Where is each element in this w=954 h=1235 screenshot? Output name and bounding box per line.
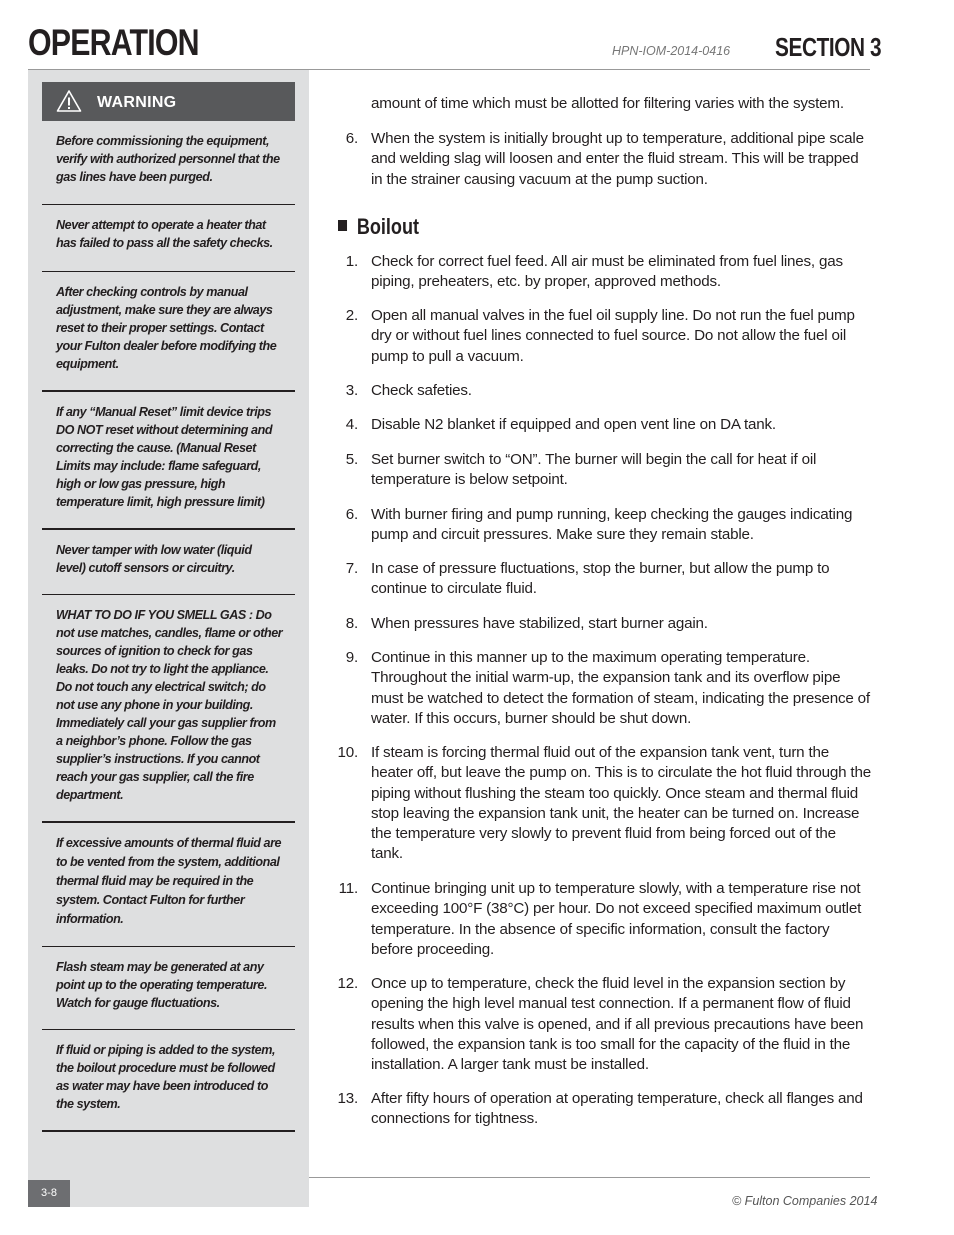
notice-item: Flash steam may be generated at any point up to the operating temperature. Watch for gauge fluctuations.: [56, 960, 267, 1010]
step-number: 12.: [337, 975, 358, 992]
warning-triangle-icon: [56, 89, 82, 113]
page-title: OPERATION: [28, 22, 199, 63]
step-number: 9.: [345, 649, 358, 666]
step-number: 8.: [345, 615, 358, 632]
step-text: Continue in this manner up to the maximum operating temperature. Throughout the initial warm-up, the expansion tank and its overflow pipe must be watched to detect the formation of steam, indicating the presence of water. If this occurs, burner should be shut down.: [371, 649, 870, 727]
step-text: Disable N2 blanket if equipped and open vent line on DA tank.: [371, 416, 776, 433]
notice-item: If any “Manual Reset” limit device trips DO NOT reset without determining and correcting the cause. (Manual Reset Limits may include: flame safeguard, high or low gas pressure, high temperature limit, high pressure limit): [56, 405, 273, 509]
step-text: Continue bringing unit up to temperature slowly, with a temperature rise not exceeding 100°F (38°C) per hour. Do not exceed specified maximum outlet temperature. In the absence of specific information, consult the factory before proceeding.: [371, 880, 862, 958]
step-number: 2.: [345, 307, 358, 324]
copyright: © Fulton Companies 2014: [732, 1194, 878, 1208]
notice-item: Never tamper with low water (liquid level) cutoff sensors or circuitry.: [56, 543, 252, 575]
step-text: If steam is forcing thermal fluid out of the expansion tank vent, turn the heater off, but leave the pump on. This is to circulate the hot fluid through the piping without flushing the steam too quickly. Once steam and thermal fluid stop leaving the expansion tank unit, the heater can be turned on. Increase the temperature very slowly to prevent fluid from being forced out of the tank.: [371, 744, 871, 863]
square-bullet-icon: [338, 220, 347, 231]
step-number: 1.: [345, 253, 358, 270]
boilout-heading-text: Boilout: [356, 214, 419, 239]
boilout-heading: [338, 214, 419, 240]
list-item-number: 6.: [345, 130, 358, 147]
step-text: Check safeties.: [371, 382, 472, 399]
notice-item: If fluid or piping is added to the system, the boilout procedure must be followed as water may have been introduced to the system.: [56, 1043, 275, 1111]
step-text: In case of pressure fluctuations, stop the burner, but allow the pump to continue to circulate fluid.: [371, 560, 830, 598]
notice-divider: [42, 1130, 295, 1132]
step-text: Check for correct fuel feed. All air must be eliminated from fuel lines, gas piping, preheaters, etc. by proper, approved methods.: [371, 253, 843, 291]
notice-item: Never attempt to operate a heater that has failed to pass all the safety checks.: [56, 218, 273, 250]
step-text: When pressures have stabilized, start burner again.: [371, 615, 708, 632]
document-code: HPN-IOM-2014-0416: [612, 44, 731, 58]
step-text: Once up to temperature, check the fluid level in the expansion section by opening the high level manual test connection. If a permanent flow of fluid results when this valve is opened, and if all previous precautions have been followed, the expansion tank is too small for the capacity of the fluid in the installation. A larger tank must be installed.: [371, 975, 864, 1074]
warning-notices: [42, 121, 295, 1132]
step-text: Set burner switch to “ON”. The burner will begin the call for heat if oil temperature is below setpoint.: [371, 451, 817, 489]
step-number: 4.: [345, 416, 358, 433]
step-number: 13.: [337, 1090, 358, 1107]
notice-item: If excessive amounts of thermal fluid are to be vented from the system, additional thermal fluid may be required in the system. Contact Fulton for further information.: [56, 836, 282, 926]
continued-paragraph: amount of time which must be allotted for filtering varies with the system.: [371, 95, 844, 112]
warning-banner: [42, 82, 295, 121]
footer-rule: [309, 1177, 870, 1178]
step-number: 6.: [345, 506, 358, 523]
step-text: With burner firing and pump running, keep checking the gauges indicating pump and circuit pressures. Make sure they remain stable.: [371, 506, 853, 544]
step-number: 5.: [345, 451, 358, 468]
notice-item: After checking controls by manual adjustment, make sure they are always reset to their proper settings. Contact your Fulton dealer before modifying the equipment.: [56, 285, 277, 371]
section-label: SECTION 3: [775, 32, 882, 62]
list-item-text: When the system is initially brought up to temperature, additional pipe scale and welding slag will loosen and enter the fluid stream. This will be trapped in the strainer causing vacuum at the pump suction.: [371, 130, 864, 188]
step-text: Open all manual valves in the fuel oil supply line. Do not run the fuel pump dry or without fuel lines connected to fuel source. Do not allow the fuel oil pump to pull a vacuum.: [371, 307, 855, 365]
step-number: 3.: [345, 382, 358, 399]
notice-item: WHAT TO DO IF YOU SMELL GAS : Do not use matches, candles, flame or other sources of ignition to check for gas leaks. Do not try to light the appliance. Do not touch any electrical switch; do not use any phone in your building. Immediately call your gas supplier from a neighbor’s phone. Follow the gas supplier’s instructions. If you cannot reach your gas supplier, call the fire department.: [56, 608, 283, 802]
page-number: 3-8: [28, 1180, 70, 1207]
step-number: 11.: [338, 880, 358, 897]
warning-label: WARNING: [97, 94, 177, 111]
step-number: 7.: [345, 560, 358, 577]
step-text: After fifty hours of operation at operating temperature, check all flanges and connections for tightness.: [371, 1090, 863, 1128]
step-number: 10.: [337, 744, 358, 761]
notice-item: Before commissioning the equipment, verify with authorized personnel that the gas lines have been purged.: [56, 134, 280, 184]
